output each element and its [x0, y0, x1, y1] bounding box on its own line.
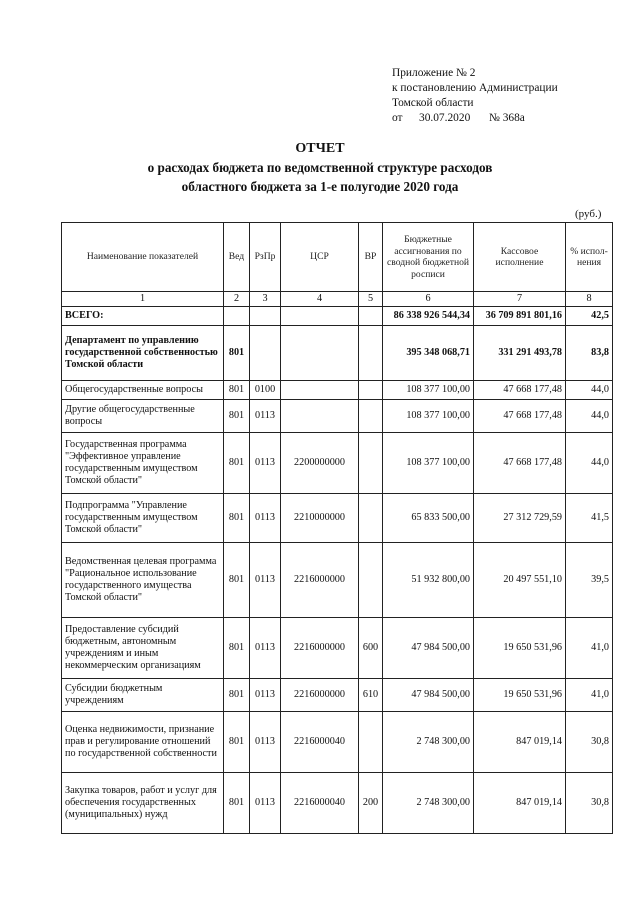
row-vr — [359, 400, 383, 433]
row-pct: 30,8 — [566, 773, 613, 834]
row-name: Департамент по управлению государственной собственностью Томской области — [62, 326, 224, 381]
row-vr: 200 — [359, 773, 383, 834]
row-cash: 36 709 891 801,16 — [474, 307, 566, 326]
row-name: Субсидии бюджетным учреждениям — [62, 679, 224, 712]
resolution-number: № 368а — [489, 112, 525, 124]
table-row — [62, 618, 613, 679]
table-header-row — [62, 223, 613, 292]
row-csr — [281, 400, 359, 433]
row-name: Подпрограмма "Управление государственным имуществом Томской области" — [62, 494, 224, 543]
column-number: 2 — [224, 292, 250, 307]
currency-unit: (руб.) — [575, 208, 602, 220]
row-rzpr: 0113 — [250, 712, 281, 773]
row-ved: 801 — [224, 679, 250, 712]
row-csr: 2216000000 — [281, 679, 359, 712]
row-rzpr: 0113 — [250, 679, 281, 712]
row-ved: 801 — [224, 400, 250, 433]
row-pct: 41,5 — [566, 494, 613, 543]
row-rzpr — [250, 307, 281, 326]
row-cash: 19 650 531,96 — [474, 618, 566, 679]
row-rzpr: 0113 — [250, 543, 281, 618]
row-cash: 47 668 177,48 — [474, 433, 566, 494]
appendix-date-line — [392, 111, 558, 126]
column-number-row — [62, 292, 613, 307]
table-row — [62, 400, 613, 433]
row-vr — [359, 326, 383, 381]
row-csr: 2200000000 — [281, 433, 359, 494]
row-assigned: 108 377 100,00 — [383, 400, 474, 433]
row-name: Другие общегосударственные вопросы — [62, 400, 224, 433]
row-ved: 801 — [224, 326, 250, 381]
row-assigned: 108 377 100,00 — [383, 381, 474, 400]
table-row — [62, 381, 613, 400]
row-cash: 47 668 177,48 — [474, 381, 566, 400]
header-csr: ЦСР — [281, 223, 359, 292]
appendix-line-3: Томской области — [392, 97, 474, 109]
resolution-date: 30.07.2020 — [419, 112, 471, 124]
row-name: Государственная программа "Эффективное управление государственным имуществом Томской области" — [62, 433, 224, 494]
row-csr — [281, 381, 359, 400]
row-ved: 801 — [224, 381, 250, 400]
column-number: 1 — [62, 292, 224, 307]
appendix-line-1: Приложение № 2 — [392, 67, 476, 79]
row-vr — [359, 494, 383, 543]
row-pct: 39,5 — [566, 543, 613, 618]
report-subtitle-line-2: областного бюджета за 1-е полугодие 2020 года — [181, 179, 459, 194]
row-pct: 44,0 — [566, 381, 613, 400]
table-row — [62, 326, 613, 381]
table-row — [62, 543, 613, 618]
header-assigned: Бюджетные ассигнования по сводной бюджетной росписи — [383, 223, 474, 292]
row-vr — [359, 433, 383, 494]
row-name: Закупка товаров, работ и услуг для обеспечения государственных (муниципальных) нужд — [62, 773, 224, 834]
row-csr — [281, 326, 359, 381]
row-rzpr: 0113 — [250, 618, 281, 679]
row-assigned: 51 932 800,00 — [383, 543, 474, 618]
row-ved: 801 — [224, 618, 250, 679]
table-row — [62, 307, 613, 326]
row-csr — [281, 307, 359, 326]
header-ved: Вед — [224, 223, 250, 292]
row-pct: 44,0 — [566, 433, 613, 494]
row-pct: 83,8 — [566, 326, 613, 381]
row-ved: 801 — [224, 773, 250, 834]
header-cash: Кассовое исполнение — [474, 223, 566, 292]
expenditure-table — [61, 222, 613, 834]
row-ved: 801 — [224, 543, 250, 618]
row-cash: 19 650 531,96 — [474, 679, 566, 712]
row-assigned: 108 377 100,00 — [383, 433, 474, 494]
row-assigned: 2 748 300,00 — [383, 773, 474, 834]
column-number: 4 — [281, 292, 359, 307]
row-vr — [359, 307, 383, 326]
appendix-line-2: к постановлению Администрации — [392, 82, 558, 94]
table-row — [62, 679, 613, 712]
row-pct: 44,0 — [566, 400, 613, 433]
row-vr — [359, 712, 383, 773]
row-pct: 41,0 — [566, 618, 613, 679]
row-assigned: 395 348 068,71 — [383, 326, 474, 381]
row-vr — [359, 381, 383, 400]
row-csr: 2216000040 — [281, 773, 359, 834]
row-assigned: 65 833 500,00 — [383, 494, 474, 543]
row-assigned: 47 984 500,00 — [383, 679, 474, 712]
row-assigned: 47 984 500,00 — [383, 618, 474, 679]
row-ved: 801 — [224, 433, 250, 494]
row-pct: 42,5 — [566, 307, 613, 326]
row-rzpr: 0113 — [250, 494, 281, 543]
report-title: ОТЧЕТ — [295, 141, 345, 156]
row-vr — [359, 543, 383, 618]
column-number: 5 — [359, 292, 383, 307]
header-vr: ВР — [359, 223, 383, 292]
date-prefix: от — [392, 112, 403, 124]
row-cash: 847 019,14 — [474, 712, 566, 773]
row-cash: 20 497 551,10 — [474, 543, 566, 618]
row-assigned: 2 748 300,00 — [383, 712, 474, 773]
row-pct: 41,0 — [566, 679, 613, 712]
row-vr: 600 — [359, 618, 383, 679]
row-assigned: 86 338 926 544,34 — [383, 307, 474, 326]
row-cash: 27 312 729,59 — [474, 494, 566, 543]
row-name: Ведомственная целевая программа "Рациональное использование государственного имущества Томской области" — [62, 543, 224, 618]
header-rzpr: РзПр — [250, 223, 281, 292]
row-vr: 610 — [359, 679, 383, 712]
row-ved — [224, 307, 250, 326]
row-csr: 2216000000 — [281, 618, 359, 679]
table-row — [62, 773, 613, 834]
table-row — [62, 712, 613, 773]
row-name: Общегосударственные вопросы — [62, 381, 224, 400]
row-pct: 30,8 — [566, 712, 613, 773]
row-ved: 801 — [224, 494, 250, 543]
column-number: 8 — [566, 292, 613, 307]
row-csr: 2216000040 — [281, 712, 359, 773]
row-rzpr: 0100 — [250, 381, 281, 400]
row-cash: 847 019,14 — [474, 773, 566, 834]
row-csr: 2216000000 — [281, 543, 359, 618]
row-name: Оценка недвижимости, признание прав и регулирование отношений по государственной собственности — [62, 712, 224, 773]
table-row — [62, 433, 613, 494]
row-rzpr — [250, 326, 281, 381]
row-csr: 2210000000 — [281, 494, 359, 543]
row-cash: 47 668 177,48 — [474, 400, 566, 433]
row-rzpr: 0113 — [250, 400, 281, 433]
row-cash: 331 291 493,78 — [474, 326, 566, 381]
column-number: 6 — [383, 292, 474, 307]
report-subtitle-line-1: о расходах бюджета по ведомственной структуре расходов — [147, 160, 493, 175]
row-name: ВСЕГО: — [62, 307, 224, 326]
row-rzpr: 0113 — [250, 433, 281, 494]
row-name: Предоставление субсидий бюджетным, автономным учреждениям и иным некоммерческим организациям — [62, 618, 224, 679]
column-number: 3 — [250, 292, 281, 307]
table-row — [62, 494, 613, 543]
header-pct: % испол-нения — [566, 223, 613, 292]
row-rzpr: 0113 — [250, 773, 281, 834]
appendix-block — [392, 66, 558, 126]
header-name: Наименование показателей — [62, 223, 224, 292]
row-ved: 801 — [224, 712, 250, 773]
column-number: 7 — [474, 292, 566, 307]
